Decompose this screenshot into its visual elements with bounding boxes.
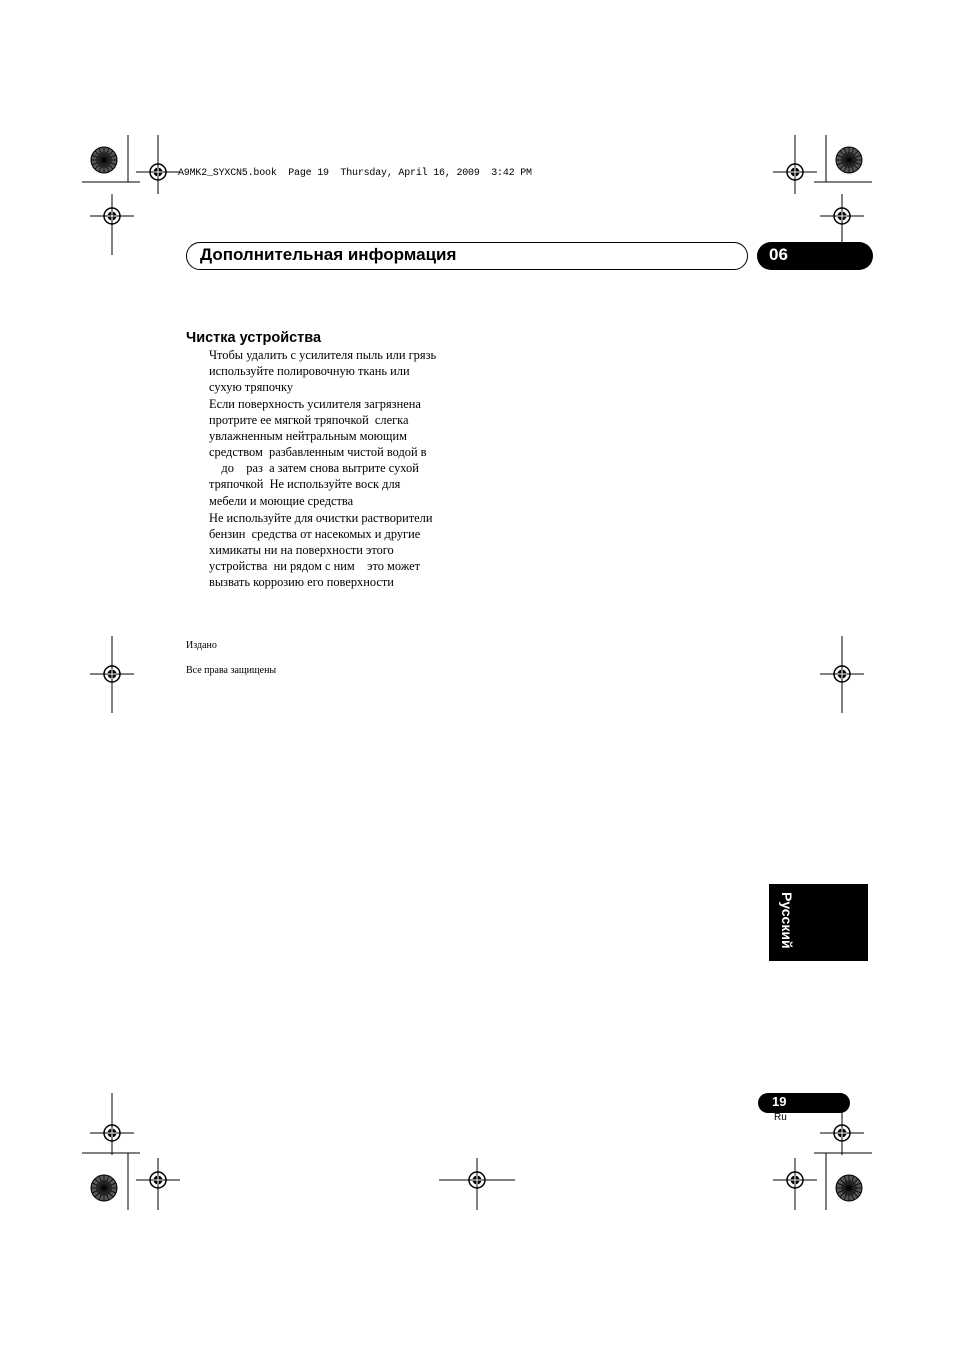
text-line: бензин средства от насекомых и другие xyxy=(209,527,421,542)
text-line: используйте полировочную ткань или xyxy=(209,364,410,379)
text-line: сухую тряпочку xyxy=(209,380,294,395)
text-line: Не используйте для очистки растворители xyxy=(209,511,433,525)
published-note: Издано xyxy=(186,640,217,651)
cleaning-paragraph-1 xyxy=(209,347,474,395)
text-line: устройства ни рядом с ним это может xyxy=(209,559,421,574)
page-language-code: Ru xyxy=(774,1112,787,1123)
text-line: протрите ее мягкой тряпочкой слегка xyxy=(209,413,409,428)
text-line: химикаты ни на поверхности этого xyxy=(209,543,394,558)
text-line: Если поверхность усилителя загрязнена xyxy=(209,397,421,411)
page-number: 19 xyxy=(772,1094,787,1109)
cleaning-paragraph-3 xyxy=(209,510,474,590)
print-job-info: A9MK2_SYXCN5.book Page 19 Thursday, April 16, 2009 3:42 PM xyxy=(178,168,532,179)
text-line: Чтобы удалить с усилителя пыль или грязь xyxy=(209,348,437,362)
text-line: средством разбавленным чистой водой в xyxy=(209,445,427,460)
language-tab-label: Русский xyxy=(779,892,795,949)
section-title: Дополнительная информация xyxy=(200,245,457,264)
cleaning-heading: Чистка устройства xyxy=(186,330,322,346)
text-line: до раз а затем снова вытрите сухой xyxy=(209,461,419,476)
chapter-number: 06 xyxy=(769,245,788,264)
text-line: тряпочкой Не используйте воск для xyxy=(209,477,401,492)
cleaning-paragraph-2 xyxy=(209,396,474,509)
rights-note: Все права защищены xyxy=(186,665,277,676)
text-line: мебели и моющие средства xyxy=(209,493,354,508)
text-line: вызвать коррозию его поверхности xyxy=(209,575,394,590)
text-line: увлажненным нейтральным моющим xyxy=(209,429,407,444)
